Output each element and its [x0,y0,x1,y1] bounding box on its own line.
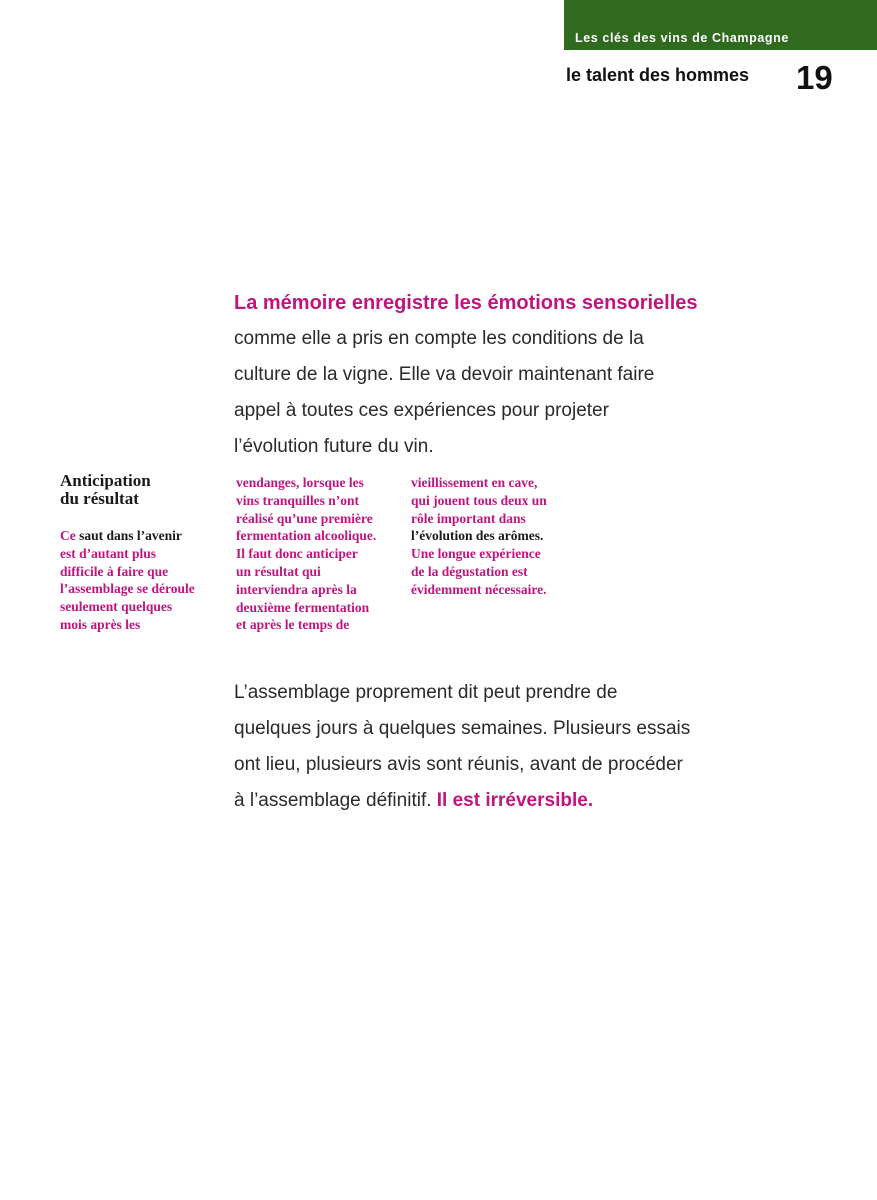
sidebar-line: l’évolution des arômes. [411,528,544,544]
sidebar-line: Il faut donc anticiper [236,546,358,562]
sidebar-heading-line: du résultat [60,489,139,508]
sidebar-line: mois après les [60,616,141,632]
sidebar-line: évidemment nécessaire. [411,581,547,597]
sidebar-text: saut dans l’avenir [75,528,182,543]
sidebar-line: difficile à faire que [60,563,169,579]
intro-headline: La mémoire enregistre les émotions sensorielles [234,292,698,314]
sidebar-column-2 [236,474,376,634]
section-title: le talent des hommes [566,65,750,85]
sidebar-first-word: Ce [60,528,76,543]
sidebar-line: et après le temps de [236,617,350,633]
sidebar-line: l’assemblage se déroule [60,581,195,597]
intro-line: culture de la vigne. Elle va devoir maintenant faire [234,364,655,385]
outro-line: quelques jours à quelques semaines. Plusieurs essais [234,718,691,739]
sidebar-line: fermentation alcoolique. [236,528,377,544]
sidebar-line: de la dégustation est [411,563,528,579]
intro-paragraph [234,285,774,465]
sidebar-line: rôle important dans [411,510,526,526]
sidebar-line: vendanges, lorsque les [236,475,364,490]
sidebar-heading-line: Anticipation [60,471,151,490]
header-band [564,0,877,50]
sidebar-line: seulement quelques [60,599,173,615]
sidebar-heading [60,472,151,508]
outro-line: L’assemblage proprement dit peut prendre de [234,682,618,703]
series-title: Les clés des vins de Champagne [575,31,789,45]
outro-line: à l’assemblage définitif. [234,790,437,811]
outro-paragraph [234,675,794,819]
sidebar-line: est d’autant plus [60,545,157,561]
sidebar-line: vieillissement en cave, [411,475,538,490]
sidebar-line: deuxième fermentation [236,599,370,615]
sidebar-line: interviendra après la [236,581,357,597]
outro-emphasis: Il est irréversible. [436,790,594,811]
sidebar-column-3 [411,474,547,599]
sidebar-line: vins tranquilles n’ont [236,492,360,508]
sidebar-column-1 [60,527,195,634]
sidebar-line: un résultat qui [236,563,321,579]
page-number: 19 [796,59,833,96]
intro-line: appel à toutes ces expériences pour projeter [234,400,609,421]
intro-line: l’évolution future du vin. [234,436,434,457]
sidebar-line: réalisé qu’une première [236,510,373,526]
sidebar-line: qui jouent tous deux un [411,492,547,508]
sidebar-line: Une longue expérience [411,546,541,562]
intro-line: comme elle a pris en compte les conditions de la [234,328,644,349]
outro-line: ont lieu, plusieurs avis sont réunis, avant de procéder [234,754,683,775]
